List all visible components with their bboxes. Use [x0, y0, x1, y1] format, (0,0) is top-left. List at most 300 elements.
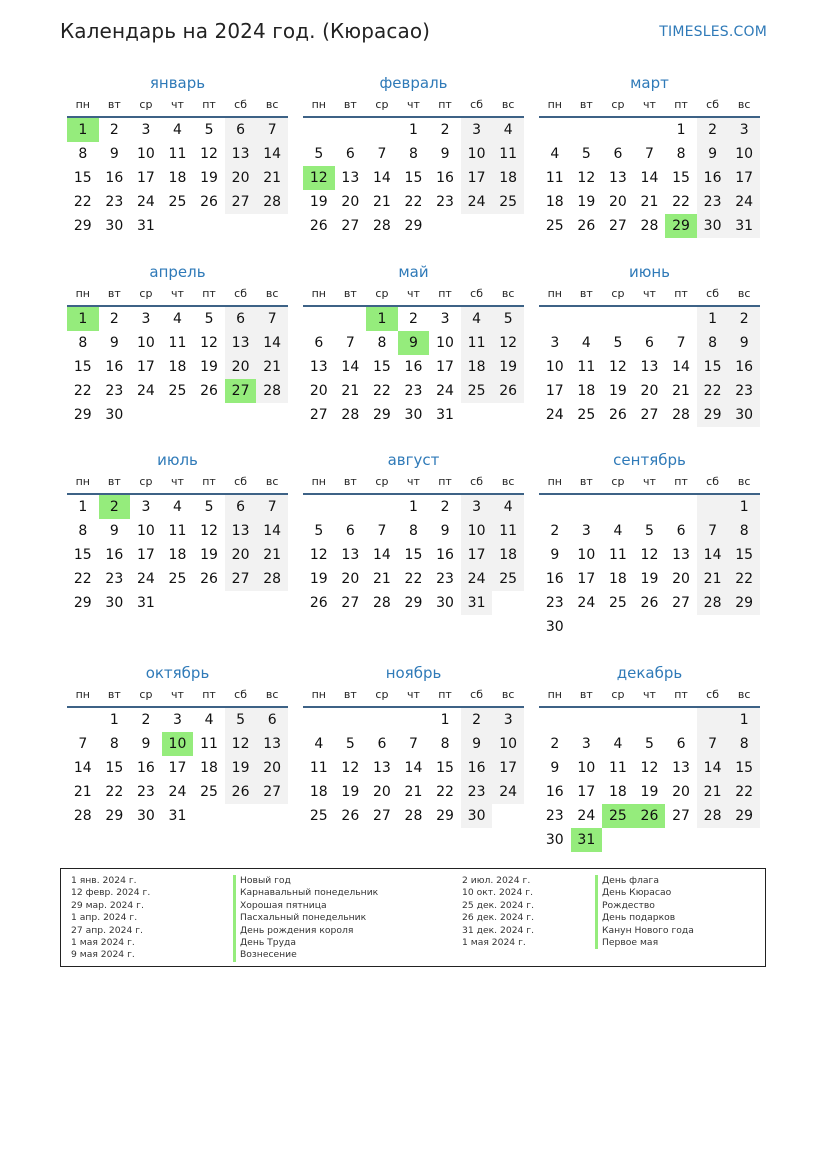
weekday-label: пн	[547, 475, 562, 488]
week-row	[539, 142, 760, 166]
week-row	[67, 118, 288, 142]
empty-cell	[303, 708, 335, 732]
empty-cell	[571, 307, 603, 331]
day-cell: 4	[204, 712, 214, 728]
day-cell: 4	[492, 495, 524, 519]
day-cell: 10	[577, 760, 596, 776]
day-cell: 17	[728, 166, 760, 190]
day-cell: 25	[168, 194, 187, 210]
week-row	[303, 732, 524, 756]
day-cell: 11	[461, 331, 493, 355]
empty-cell	[256, 403, 288, 427]
day-cell: 2	[728, 307, 760, 331]
day-cell: 29	[73, 595, 92, 611]
legend-holiday-name: День Труда	[233, 937, 378, 949]
day-cell: 10	[436, 335, 454, 351]
day-cell: 22	[404, 194, 423, 210]
day-cell: 8	[78, 523, 88, 539]
empty-cell	[256, 214, 288, 238]
day-cell: 21	[404, 784, 423, 800]
weekday-label: пт	[438, 475, 452, 488]
day-cell: 2	[109, 311, 119, 327]
week-row	[67, 214, 288, 238]
day-cell: 15	[73, 547, 92, 563]
week-row	[303, 756, 524, 780]
week-row	[539, 379, 760, 403]
holiday-day-cell: 12	[303, 166, 335, 190]
day-cell: 23	[404, 383, 423, 399]
weekday-label: пт	[438, 688, 452, 701]
week-row	[67, 307, 288, 331]
day-cell: 10	[461, 519, 493, 543]
legend-date: 1 апр. 2024 г.	[71, 912, 138, 924]
day-cell: 12	[341, 760, 360, 776]
legend-date: 31 дек. 2024 г.	[462, 924, 535, 936]
legend-names-right	[595, 875, 694, 949]
day-cell: 7	[697, 732, 729, 756]
empty-cell	[571, 118, 603, 142]
empty-cell	[256, 804, 288, 828]
week-row	[67, 142, 288, 166]
day-cell: 8	[409, 523, 418, 539]
week-row	[539, 567, 760, 591]
empty-cell	[634, 118, 666, 142]
empty-cell	[634, 495, 666, 519]
day-cell: 6	[676, 736, 686, 752]
day-cell: 1	[440, 712, 450, 728]
empty-cell	[225, 403, 257, 427]
day-cell: 26	[200, 571, 218, 587]
weekday-label: пт	[674, 98, 688, 111]
day-cell: 13	[640, 359, 659, 375]
day-cell: 6	[645, 335, 654, 351]
day-cell: 8	[78, 335, 88, 351]
empty-cell	[193, 214, 225, 238]
day-cell: 5	[204, 499, 214, 515]
day-cell: 18	[168, 359, 187, 375]
brand-link[interactable]: TIMESLES.COM	[659, 24, 767, 40]
day-cell: 21	[256, 543, 288, 567]
day-cell: 20	[309, 383, 328, 399]
weekday-label: чт	[643, 98, 656, 111]
day-cell: 14	[640, 170, 659, 186]
weekday-label: пн	[311, 287, 326, 300]
day-cell: 28	[256, 379, 288, 403]
empty-cell	[398, 708, 430, 732]
weekday-label: пн	[75, 98, 90, 111]
month-name: август	[387, 451, 440, 469]
empty-cell	[225, 591, 257, 615]
legend-date: 1 мая 2024 г.	[462, 936, 526, 948]
day-cell: 11	[309, 760, 328, 776]
day-cell: 23	[461, 780, 493, 804]
day-cell: 26	[640, 595, 659, 611]
month-5	[303, 262, 524, 427]
weekday-label: вс	[265, 688, 279, 701]
empty-cell	[634, 307, 666, 331]
day-cell: 14	[256, 519, 288, 543]
empty-cell	[571, 495, 603, 519]
empty-cell	[634, 615, 666, 639]
day-cell: 22	[697, 379, 729, 403]
legend-holiday-name: Карнавальный понедельник	[233, 887, 378, 899]
month-12	[539, 663, 760, 852]
empty-cell	[697, 615, 729, 639]
weekday-label: сб	[234, 98, 248, 111]
month-8	[303, 450, 524, 615]
day-cell: 8	[109, 736, 119, 752]
week-row	[67, 379, 288, 403]
day-cell: 15	[73, 359, 92, 375]
weekday-label: вт	[579, 287, 593, 300]
day-cell: 27	[672, 808, 690, 824]
weekday-label: ср	[611, 688, 625, 701]
day-cell: 27	[341, 595, 360, 611]
week-row	[539, 708, 760, 732]
day-cell: 20	[225, 355, 257, 379]
weekday-header	[67, 287, 288, 307]
day-cell: 28	[372, 218, 391, 234]
day-cell: 26	[200, 194, 218, 210]
day-cell: 25	[309, 808, 328, 824]
day-cell: 24	[728, 190, 760, 214]
day-cell: 10	[492, 732, 524, 756]
holiday-day-cell: 26	[634, 804, 666, 828]
month-name: январь	[149, 74, 206, 92]
weekday-label: ср	[375, 688, 389, 701]
day-cell: 12	[200, 523, 218, 539]
day-cell: 30	[105, 407, 124, 423]
month-3	[539, 73, 760, 238]
weekday-label: пт	[674, 287, 688, 300]
day-cell: 24	[136, 194, 155, 210]
day-cell: 3	[173, 712, 182, 728]
weekday-label: ср	[375, 475, 389, 488]
weekday-label: сб	[234, 688, 248, 701]
week-row	[67, 543, 288, 567]
weekday-label: вт	[579, 98, 593, 111]
empty-cell	[728, 615, 760, 639]
day-cell: 9	[440, 146, 450, 162]
day-cell: 8	[728, 519, 760, 543]
day-cell: 5	[492, 307, 524, 331]
empty-cell	[665, 307, 697, 331]
day-cell: 8	[409, 146, 418, 162]
day-cell: 24	[136, 383, 155, 399]
day-cell: 2	[109, 122, 119, 138]
month-2	[303, 73, 524, 238]
week-row	[303, 166, 524, 190]
day-cell: 27	[341, 218, 360, 234]
day-cell: 5	[645, 736, 654, 752]
legend-holiday-name: День флага	[595, 875, 694, 887]
day-cell: 16	[461, 756, 493, 780]
day-cell: 12	[225, 732, 257, 756]
day-cell: 1	[676, 122, 686, 138]
day-cell: 2	[141, 712, 151, 728]
day-cell: 12	[640, 760, 659, 776]
day-cell: 22	[105, 784, 124, 800]
day-cell: 10	[728, 142, 760, 166]
empty-cell	[539, 495, 571, 519]
weekday-label: ср	[375, 98, 389, 111]
day-cell: 30	[461, 804, 493, 828]
week-row	[539, 307, 760, 331]
empty-cell	[492, 403, 524, 427]
day-cell: 9	[109, 335, 119, 351]
day-cell: 18	[608, 784, 627, 800]
day-cell: 14	[256, 331, 288, 355]
week-row	[67, 166, 288, 190]
day-cell: 2	[461, 708, 493, 732]
weekday-label: вт	[343, 688, 357, 701]
legend-holiday-name: Вознесение	[233, 949, 378, 961]
day-cell: 17	[492, 756, 524, 780]
weekday-label: чт	[643, 688, 656, 701]
day-cell: 15	[672, 170, 690, 186]
day-cell: 19	[225, 756, 257, 780]
day-cell: 23	[545, 808, 564, 824]
weekday-label: пн	[311, 688, 326, 701]
day-cell: 28	[404, 808, 423, 824]
day-cell: 30	[436, 595, 454, 611]
weekday-label: ср	[375, 287, 389, 300]
day-cell: 1	[109, 712, 119, 728]
legend-names-left	[233, 875, 378, 962]
legend-date: 1 янв. 2024 г.	[71, 875, 137, 886]
week-row	[303, 780, 524, 804]
day-cell: 9	[550, 760, 560, 776]
month-name: май	[398, 263, 429, 281]
day-cell: 23	[105, 383, 124, 399]
week-row	[303, 543, 524, 567]
day-cell: 31	[461, 591, 493, 615]
weekday-label: пн	[311, 98, 326, 111]
weekday-label: пн	[75, 287, 90, 300]
empty-cell	[366, 495, 398, 519]
day-cell: 8	[440, 736, 450, 752]
weekday-label: пт	[202, 287, 216, 300]
day-cell: 30	[404, 407, 423, 423]
weekday-label: вс	[737, 287, 751, 300]
empty-cell	[366, 708, 398, 732]
day-cell: 4	[550, 146, 560, 162]
week-row	[539, 190, 760, 214]
day-cell: 5	[645, 523, 654, 539]
day-cell: 7	[377, 146, 387, 162]
legend-date: 12 февр. 2024 г.	[71, 887, 151, 899]
empty-cell	[193, 403, 225, 427]
week-row	[67, 708, 288, 732]
weekday-label: пт	[202, 475, 216, 488]
day-cell: 8	[728, 732, 760, 756]
weekday-label: вт	[107, 287, 121, 300]
empty-cell	[130, 403, 162, 427]
day-cell: 16	[105, 359, 124, 375]
week-row	[303, 708, 524, 732]
empty-cell	[335, 118, 367, 142]
day-cell: 6	[225, 307, 257, 331]
day-cell: 17	[461, 166, 493, 190]
month-name: ноябрь	[385, 664, 442, 682]
month-name: октябрь	[145, 664, 210, 682]
day-cell: 26	[225, 780, 257, 804]
empty-cell	[335, 307, 367, 331]
day-cell: 21	[256, 355, 288, 379]
day-cell: 20	[672, 571, 690, 587]
weekday-label: сб	[706, 287, 720, 300]
weekday-label: вс	[737, 475, 751, 488]
week-row	[539, 591, 760, 615]
week-row	[303, 214, 524, 238]
week-row	[539, 495, 760, 519]
empty-cell	[697, 708, 729, 732]
day-cell: 14	[372, 170, 391, 186]
day-cell: 29	[73, 218, 92, 234]
weekday-label: вт	[107, 688, 121, 701]
day-cell: 12	[200, 146, 218, 162]
day-cell: 9	[461, 732, 493, 756]
legend-date: 25 дек. 2024 г.	[462, 899, 535, 911]
weekday-label: вт	[579, 475, 593, 488]
weekday-label: чт	[171, 287, 184, 300]
day-cell: 4	[173, 311, 182, 327]
day-cell: 20	[640, 383, 659, 399]
day-cell: 30	[545, 832, 564, 848]
empty-cell	[193, 591, 225, 615]
day-cell: 14	[697, 543, 729, 567]
day-cell: 19	[608, 383, 627, 399]
weekday-header	[67, 475, 288, 495]
week-row	[539, 118, 760, 142]
day-cell: 8	[697, 331, 729, 355]
day-cell: 7	[256, 307, 288, 331]
day-cell: 16	[436, 170, 454, 186]
day-cell: 28	[672, 407, 690, 423]
day-cell: 30	[105, 218, 124, 234]
day-cell: 6	[377, 736, 387, 752]
month-11	[303, 663, 524, 828]
legend-holiday-name: Канун Нового года	[595, 925, 694, 937]
week-row	[67, 355, 288, 379]
day-cell: 29	[404, 218, 423, 234]
week-row	[303, 379, 524, 403]
holiday-day-cell: 9	[398, 331, 430, 355]
month-name: сентябрь	[613, 451, 686, 469]
legend-holiday-name: Пасхальный понедельник	[233, 912, 378, 924]
day-cell: 23	[697, 190, 729, 214]
day-cell: 10	[461, 142, 493, 166]
week-row	[67, 495, 288, 519]
day-cell: 3	[550, 335, 560, 351]
day-cell: 7	[676, 335, 686, 351]
legend-date: 10 окт. 2024 г.	[462, 887, 534, 899]
day-cell: 15	[372, 359, 391, 375]
empty-cell	[665, 495, 697, 519]
day-cell: 25	[608, 595, 627, 611]
weekday-label: ср	[611, 475, 625, 488]
day-cell: 14	[73, 760, 92, 776]
day-cell: 29	[697, 403, 729, 427]
day-cell: 15	[436, 760, 454, 776]
weekday-label: вс	[265, 475, 279, 488]
day-cell: 27	[225, 567, 257, 591]
day-cell: 1	[728, 495, 760, 519]
empty-cell	[602, 828, 634, 852]
day-cell: 5	[204, 311, 214, 327]
day-cell: 7	[645, 146, 654, 162]
day-cell: 5	[314, 146, 324, 162]
legend-dates-right	[462, 875, 534, 949]
empty-cell	[429, 214, 461, 238]
week-row	[303, 142, 524, 166]
day-cell: 28	[697, 804, 729, 828]
day-cell: 4	[613, 736, 623, 752]
day-cell: 25	[168, 383, 187, 399]
day-cell: 20	[341, 571, 360, 587]
empty-cell	[665, 828, 697, 852]
day-cell: 3	[141, 499, 151, 515]
empty-cell	[697, 495, 729, 519]
legend-holiday-name: Новый год	[233, 875, 378, 887]
day-cell: 9	[141, 736, 151, 752]
day-cell: 2	[550, 736, 560, 752]
day-cell: 3	[461, 118, 493, 142]
day-cell: 11	[200, 736, 218, 752]
day-cell: 11	[608, 760, 627, 776]
day-cell: 22	[73, 383, 92, 399]
day-cell: 29	[436, 808, 454, 824]
holiday-day-cell: 29	[665, 214, 697, 238]
day-cell: 3	[440, 311, 450, 327]
day-cell: 30	[136, 808, 155, 824]
day-cell: 15	[728, 543, 760, 567]
week-row	[539, 166, 760, 190]
day-cell: 30	[105, 595, 124, 611]
empty-cell	[67, 708, 99, 732]
day-cell: 26	[309, 218, 328, 234]
day-cell: 16	[105, 547, 124, 563]
weekday-label: чт	[643, 475, 656, 488]
day-cell: 28	[256, 190, 288, 214]
weekday-label: пн	[547, 98, 562, 111]
day-cell: 27	[372, 808, 391, 824]
empty-cell	[634, 828, 666, 852]
day-cell: 15	[73, 170, 92, 186]
day-cell: 12	[577, 170, 596, 186]
day-cell: 24	[492, 780, 524, 804]
holiday-legend	[60, 868, 766, 967]
day-cell: 19	[200, 170, 218, 186]
day-cell: 30	[728, 403, 760, 427]
day-cell: 14	[697, 756, 729, 780]
weekday-header	[303, 688, 524, 708]
month-9	[539, 450, 760, 639]
weekday-label: ср	[139, 98, 153, 111]
day-cell: 6	[314, 335, 324, 351]
empty-cell	[162, 214, 194, 238]
day-cell: 16	[697, 166, 729, 190]
weekday-label: пн	[547, 287, 562, 300]
day-cell: 15	[404, 547, 423, 563]
weekday-label: вт	[343, 98, 357, 111]
holiday-day-cell: 10	[162, 732, 194, 756]
day-cell: 21	[372, 194, 391, 210]
weekday-label: ср	[139, 475, 153, 488]
day-cell: 13	[608, 170, 627, 186]
empty-cell	[303, 307, 335, 331]
day-cell: 20	[256, 756, 288, 780]
